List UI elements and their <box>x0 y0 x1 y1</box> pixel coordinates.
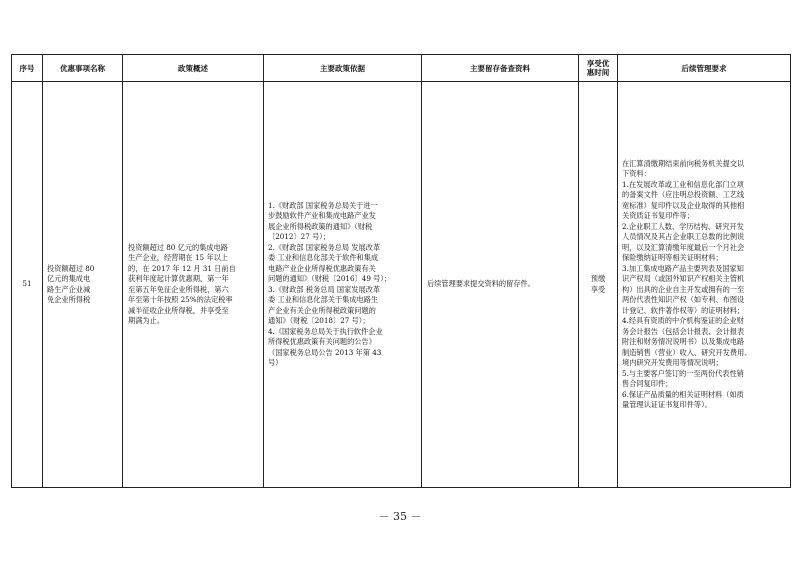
header-requirements: 后续管理要求 <box>618 55 791 82</box>
row-docs: 后续管理要求提交资料的留存件。 <box>422 82 579 488</box>
row-summary: 投资额超过 80 亿元的集成电路 生产企业，经营期在 15 年以上 的，在 2017 年 12 月 31 日前自 获利年度起计算优惠期，第一年 至第五年免征企业所得税，第六 年至第十年按照 25%的法定税率 减半征收企业所得税，并享受至 期满为止。 <box>123 82 264 488</box>
row-basis: 1.《财政部 国家税务总局关于进一 步鼓励软件产业和集成电路产业发 展企业所得税政策的通知》（财税 〔2012〕27 号）； 2.《财政部 国家税务总局 发展改革 委 工业和信息化部关于软件和集成 电路产业企业所得税优惠政策有关 问题的通知》（财税〔2016〕49 号）； 3.《财政部 税务总局 国家发展改革 委 工业和信息化部关于集成电路生 产企业有关企业所得税政策问题的 通知》（财税〔2018〕27 号）； 4.《国家税务总局关于执行软件企业 所得税优惠政策有关问题的公告》 （国家税务总局公告 2013 年第 43 号） <box>264 82 422 488</box>
row-time: 预缴 享受 <box>579 82 618 488</box>
header-docs: 主要留存备查资料 <box>422 55 579 82</box>
table-row <box>12 82 791 488</box>
header-seq: 序号 <box>12 55 43 82</box>
row-requirements: 在汇算清缴期结束前向税务机关提交以 下资料： 1.在发展改革或工业和信息化部门立项 的备案文件（应注明总投资额、工艺线 宽标准）复印件以及企业取得的其他相 关资质证书复印件等； 2.企业职工人数、学历结构、研究开发 人员情况及其占企业职工总数的比例说 明，以及汇算清缴年度最后一个月社会 保险缴纳证明等相关证明材料； 3.加工集成电路产品主要列表及国家知 识产权局（或国外知识产权相关主管机 构）出具的企业自主开发或拥有的一至 两份代表性知识产权（如专利、布图设 计登记、软件著作权等）的证明材料； 4.经具有资质的中介机构鉴证的企业财 务会计报告（包括会计报表、会计报表 附注和财务情况说明书）以及集成电路 制造销售（营业）收入、研究开发费用、 境内研究开发费用等情况说明； 5.与主要客户签订的一至两份代表性销 售合同复印件； 6.保证产品质量的相关证明材料（如质 量管理认证证书复印件等）。 <box>618 82 791 488</box>
row-seq: 51 <box>12 82 43 488</box>
policy-table <box>11 54 791 488</box>
row-name: 投资额超过 80 亿元的集成电 路生产企业减 免企业所得税 <box>43 82 123 488</box>
page-number: － 35 － <box>378 510 422 523</box>
header-name: 优惠事项名称 <box>43 55 123 82</box>
header-basis: 主要政策依据 <box>264 55 422 82</box>
header-time: 享受优 惠时间 <box>579 55 618 82</box>
header-summary: 政策概述 <box>123 55 264 82</box>
header-row <box>12 55 791 82</box>
